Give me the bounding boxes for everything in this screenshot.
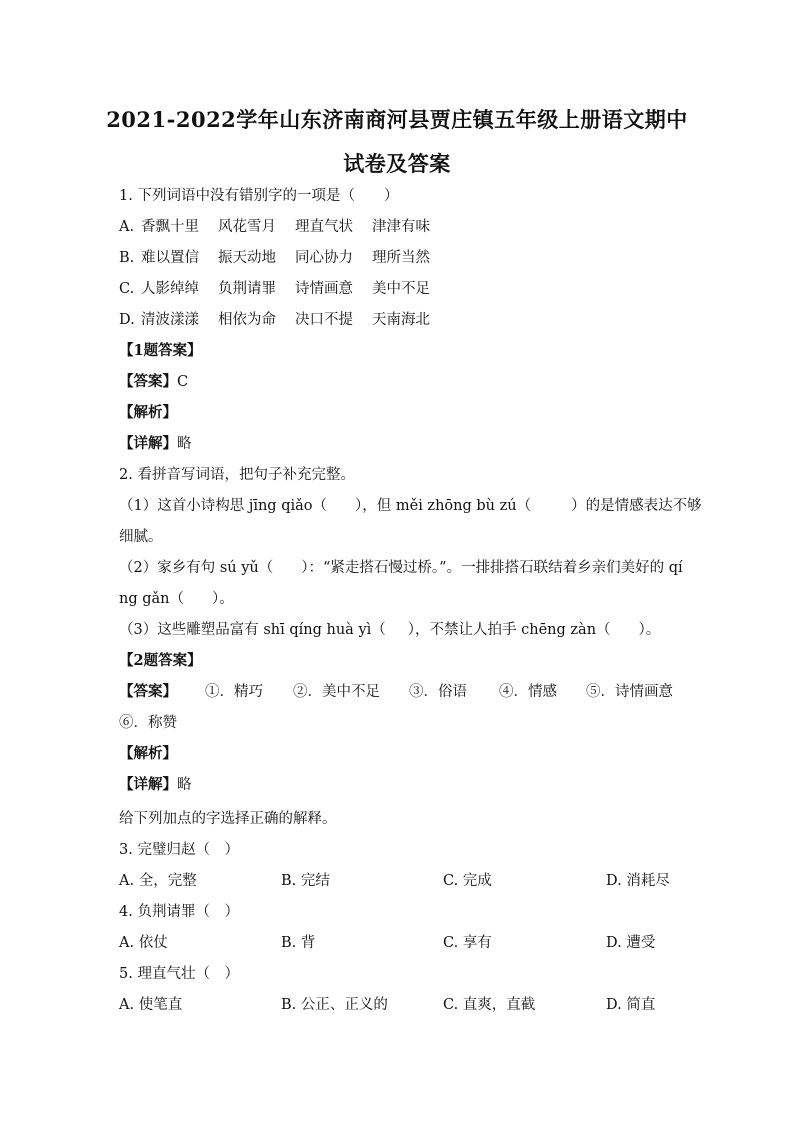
answer-tag: 【答案】 bbox=[119, 373, 177, 390]
option-word: 理直气状 bbox=[295, 219, 353, 235]
q2-stem: 2. 看拼音写词语，把句子补充完整。 bbox=[119, 467, 355, 483]
q2-answer-cont: ⑥．称赞 bbox=[119, 715, 177, 731]
answer-item: ②．美中不足 bbox=[293, 684, 380, 700]
answer-value: C bbox=[177, 374, 189, 390]
option-d: D. 简直 bbox=[606, 997, 656, 1013]
q1-stem: 1. 下列词语中没有错别字的一项是（ ） bbox=[119, 188, 399, 204]
text-segment: ）。 bbox=[212, 591, 234, 607]
option-word: 难以置信 bbox=[141, 250, 199, 266]
option-word: 风花雪月 bbox=[218, 219, 276, 235]
q1-answer-header: 【1题答案】 bbox=[119, 342, 202, 359]
q2-answer bbox=[119, 682, 679, 702]
option-word: 人影绰绰 bbox=[141, 281, 199, 297]
option-label: D. bbox=[119, 312, 135, 328]
option-word: 诗情画意 bbox=[295, 281, 353, 297]
option-word: 天南海北 bbox=[372, 312, 430, 328]
option-word: 同心协力 bbox=[295, 250, 353, 266]
q1-option-c bbox=[119, 279, 679, 299]
option-word: 相依为命 bbox=[218, 312, 276, 328]
q2-sentence-2 bbox=[119, 558, 683, 578]
option-b: B. 完结 bbox=[281, 873, 330, 889]
q5-options bbox=[119, 995, 679, 1015]
answer-item: ①．精巧 bbox=[205, 684, 263, 700]
exam-title-line2: 试卷及答案 bbox=[343, 151, 451, 176]
q1-answer bbox=[119, 372, 188, 392]
option-a: A. 依仗 bbox=[119, 935, 168, 951]
detail-value: 略 bbox=[177, 436, 192, 452]
q3-options bbox=[119, 871, 679, 891]
q1-detail bbox=[119, 434, 192, 454]
option-word: 香飘十里 bbox=[141, 219, 199, 235]
q5-stem: 5. 理直气壮（ ） bbox=[119, 966, 239, 982]
exam-title-line1: 2021-2022学年山东济南商河县贾庄镇五年级上册语文期中 bbox=[106, 107, 688, 132]
option-c: C. 完成 bbox=[443, 873, 492, 889]
option-d: D. 遭受 bbox=[606, 935, 656, 951]
option-word: 决口不提 bbox=[295, 312, 353, 328]
option-label: A. bbox=[119, 219, 135, 235]
option-word: 理所当然 bbox=[372, 250, 430, 266]
text-segment: ）。 bbox=[638, 622, 661, 638]
detail-tag: 【详解】 bbox=[119, 435, 177, 452]
q1-analysis: 【解析】 bbox=[119, 404, 177, 421]
option-b: B. 背 bbox=[281, 935, 316, 951]
q3-stem: 3. 完璧归赵（ ） bbox=[119, 842, 239, 858]
text-segment: ）的是情感表达不够 bbox=[571, 498, 702, 514]
text-segment: ）：“紧走搭石慢过桥。”。一排排搭石联结着乡亲们美好的 qí bbox=[301, 560, 683, 576]
option-b: B. 公正、正义的 bbox=[281, 997, 388, 1013]
option-c: C. 直爽，直截 bbox=[443, 997, 536, 1013]
section-instruction: 给下列加点的字选择正确的解释。 bbox=[119, 811, 337, 827]
option-label: C. bbox=[119, 281, 135, 297]
option-word: 津津有味 bbox=[372, 219, 430, 235]
answer-tag: 【答案】 bbox=[119, 683, 177, 700]
answer-item: ③．俗语 bbox=[409, 684, 467, 700]
answer-item: ④．情感 bbox=[499, 684, 557, 700]
option-word: 振天动地 bbox=[218, 250, 276, 266]
text-segment: （1）这首小诗构思 jīng qiǎo（ bbox=[119, 498, 327, 514]
option-word: 负荆请罪 bbox=[218, 281, 276, 297]
q4-stem: 4. 负荆请罪（ ） bbox=[119, 904, 239, 920]
option-c: C. 享有 bbox=[443, 935, 492, 951]
option-a: A. 全，完整 bbox=[119, 873, 197, 889]
text-segment: ），不禁让人拍手 chēng zàn（ bbox=[407, 622, 611, 638]
option-label: B. bbox=[119, 250, 135, 266]
q2-sentence-3 bbox=[119, 620, 660, 640]
text-segment: ），但 měi zhōng bù zú（ bbox=[355, 498, 532, 514]
text-segment: （3）这些雕塑品富有 shī qíng huà yì（ bbox=[119, 622, 386, 638]
q2-sentence-1-cont: 细腻。 bbox=[119, 529, 163, 545]
q4-options bbox=[119, 933, 679, 953]
q1-option-d bbox=[119, 310, 679, 330]
option-word: 清波漾漾 bbox=[141, 312, 199, 328]
option-d: D. 消耗尽 bbox=[606, 873, 670, 889]
q2-analysis: 【解析】 bbox=[119, 745, 177, 762]
q2-sentence-2-cont bbox=[119, 589, 234, 609]
detail-tag: 【详解】 bbox=[119, 776, 177, 793]
q1-option-b bbox=[119, 248, 679, 268]
option-word: 美中不足 bbox=[372, 281, 430, 297]
q1-option-a bbox=[119, 217, 679, 237]
answer-item: ⑤．诗情画意 bbox=[586, 684, 673, 700]
text-segment: （2）家乡有句 sú yǔ（ bbox=[119, 560, 274, 576]
q2-sentence-1 bbox=[119, 496, 702, 516]
q2-detail bbox=[119, 775, 192, 795]
q2-answer-header: 【2题答案】 bbox=[119, 652, 202, 669]
option-a: A. 使笔直 bbox=[119, 997, 183, 1013]
text-segment: ng gǎn（ bbox=[119, 591, 184, 607]
detail-value: 略 bbox=[177, 777, 192, 793]
